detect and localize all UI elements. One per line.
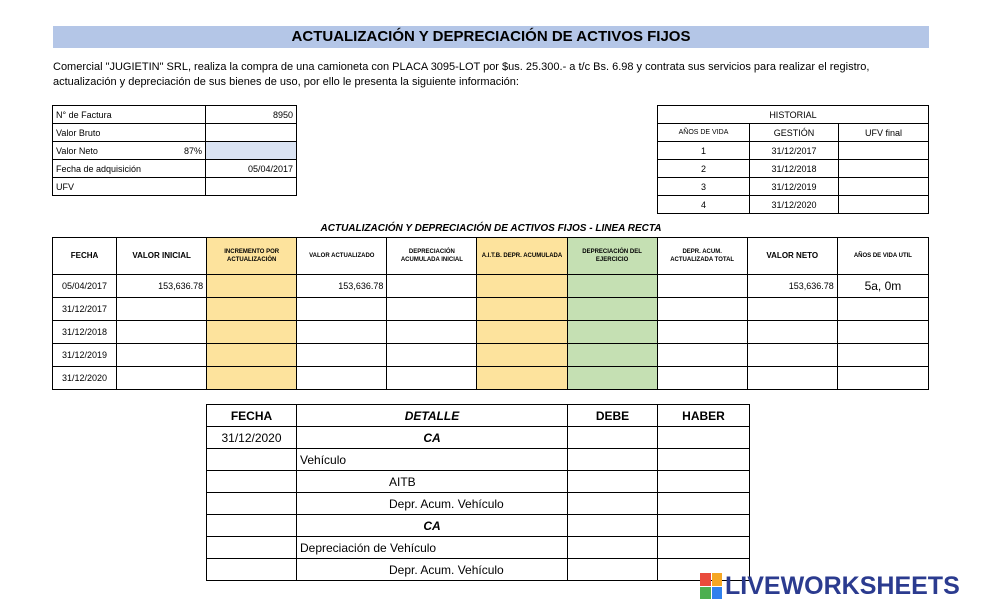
row-aitb-input[interactable] [477,275,567,298]
row-fecha: 31/12/2017 [53,298,117,321]
row-anos-vida-input[interactable] [837,367,928,390]
table-row [53,275,929,298]
row-valor-inicial-input[interactable] [117,321,207,344]
hist-year: 2 [658,160,750,178]
row-fecha: 31/12/2019 [53,344,117,367]
journal-debe-input[interactable] [568,493,658,515]
journal-haber-input[interactable] [658,427,750,449]
hist-gestion: 31/12/2018 [750,160,839,178]
row-fecha: 31/12/2018 [53,321,117,344]
hist-ufv-input[interactable] [839,178,929,196]
factura-label: N° de Factura [53,106,206,124]
journal-date-input[interactable] [207,537,297,559]
page-title: ACTUALIZACIÓN Y DEPRECIACIÓN DE ACTIVOS FIJOS [53,26,929,48]
journal-detail: Depreciación de Vehículo [297,537,568,559]
row-incremento-input[interactable] [207,275,297,298]
row-valor-inicial-input[interactable] [117,298,207,321]
ufv-label: UFV [53,178,206,196]
hist-gestion: 31/12/2019 [750,178,839,196]
row-anos-vida-input[interactable] [837,298,928,321]
journal-ca: CA [297,427,568,449]
hist-gestion: 31/12/2020 [750,196,839,214]
table-row [658,196,929,214]
table-row [53,321,929,344]
row-dep-ejercicio-input[interactable] [567,321,657,344]
depreciation-table [52,237,929,390]
row-dep-acum-inicial-input[interactable] [387,367,477,390]
main-table-title: ACTUALIZACIÓN Y DEPRECIACIÓN DE ACTIVOS FIJOS - LINEA RECTA [320,223,662,234]
journal-header-haber: HABER [658,405,750,427]
row-anos-vida-input[interactable] [837,344,928,367]
neto-label [53,142,206,160]
row-valor-neto-input[interactable] [747,344,837,367]
row-dep-acum-inicial-input[interactable] [387,298,477,321]
table-row [53,298,929,321]
header-anos-vida: AÑOS DE VIDA UTIL [837,238,928,275]
row-aitb-input[interactable] [477,298,567,321]
row-dep-acum-total-input[interactable] [657,321,747,344]
row-fecha: 31/12/2020 [53,367,117,390]
table-row [207,427,750,449]
row-dep-acum-total-input[interactable] [657,367,747,390]
factura-value: 8950 [206,106,297,124]
row-incremento-input[interactable] [207,298,297,321]
journal-header-debe: DEBE [568,405,658,427]
row-dep-acum-inicial-input[interactable] [387,344,477,367]
liveworksheets-logo [700,571,960,601]
row-fecha: 05/04/2017 [53,275,117,298]
row-dep-acum-total-input[interactable] [657,298,747,321]
table-row [658,178,929,196]
row-valor-neto-input[interactable] [747,367,837,390]
header-valor-inicial: VALOR INICIAL [117,238,207,275]
historial-table [657,105,929,214]
journal-date: 31/12/2020 [207,427,297,449]
hist-ufv-input[interactable] [839,196,929,214]
neto-input[interactable] [206,142,297,160]
journal-detail: Vehículo [297,449,568,471]
header-valor-actualizado: VALOR ACTUALIZADO [297,238,387,275]
hist-year: 4 [658,196,750,214]
row-valor-neto: 153,636.78 [747,275,837,298]
row-aitb-input[interactable] [477,321,567,344]
table-row [207,493,750,515]
row-valor-neto-input[interactable] [747,321,837,344]
fecha-value: 05/04/2017 [206,160,297,178]
table-row [207,515,750,537]
journal-header-fecha: FECHA [207,405,297,427]
header-valor-neto: VALOR NETO [747,238,837,275]
row-anos-vida: 5a, 0m [837,275,928,298]
intro-paragraph: Comercial "JUGIETIN" SRL, realiza la compra de una camioneta con PLACA 3095-LOT por $us. 25.300.- a t/c Bs. 6.98 y contrata sus servicios para realizar el registro, actualización y depreciación de sus bienes de uso, por ello le presenta la siguiente información: [53,61,870,88]
journal-date-input[interactable] [207,449,297,471]
table-row [53,367,929,390]
journal-haber-input[interactable] [658,449,750,471]
row-dep-acum-total-input[interactable] [657,275,747,298]
row-valor-actualizado-input[interactable] [297,298,387,321]
row-valor-actualizado: 153,636.78 [297,275,387,298]
journal-debe-input[interactable] [568,515,658,537]
row-dep-acum-inicial-input[interactable] [387,275,477,298]
row-aitb-input[interactable] [477,367,567,390]
journal-detail: AITB [297,471,568,493]
row-dep-acum-inicial-input[interactable] [387,321,477,344]
row-dep-ejercicio-input[interactable] [567,367,657,390]
journal-detail: Depr. Acum. Vehículo [297,493,568,515]
table-row [53,344,929,367]
table-row [658,142,929,160]
journal-debe-input[interactable] [568,427,658,449]
neto-label-text: Valor Neto [56,145,98,156]
hist-header-gestion: GESTIÓN [750,124,839,142]
journal-haber-input[interactable] [658,537,750,559]
row-valor-neto-input[interactable] [747,298,837,321]
fecha-label: Fecha de adquisición [53,160,206,178]
header-dep-ejercicio: DEPRECIACIÓN DEL EJERCICIO [567,238,657,275]
row-valor-actualizado-input[interactable] [297,344,387,367]
row-incremento-input[interactable] [207,367,297,390]
header-incremento: INCREMENTO POR ACTUALIZACIÓN [207,238,297,275]
row-dep-ejercicio-input[interactable] [567,275,657,298]
neto-pct: 87% [183,145,202,156]
row-anos-vida-input[interactable] [837,321,928,344]
row-valor-inicial-input[interactable] [117,344,207,367]
journal-ca: CA [297,515,568,537]
table-row [207,559,750,581]
hist-year: 3 [658,178,750,196]
journal-header-detalle: DETALLE [297,405,568,427]
info-table [52,105,297,196]
historial-title: HISTORIAL [658,106,929,124]
journal-date-input[interactable] [207,559,297,581]
row-dep-ejercicio-input[interactable] [567,344,657,367]
row-dep-ejercicio-input[interactable] [567,298,657,321]
row-valor-inicial: 153,636.78 [117,275,207,298]
hist-gestion: 31/12/2017 [750,142,839,160]
journal-detail: Depr. Acum. Vehículo [297,559,568,581]
journal-date-input[interactable] [207,493,297,515]
row-aitb-input[interactable] [477,344,567,367]
journal-debe-input[interactable] [568,471,658,493]
hist-header-years: AÑOS DE VIDA [658,124,750,142]
row-dep-acum-total-input[interactable] [657,344,747,367]
header-fecha: FECHA [53,238,117,275]
journal-date-input[interactable] [207,515,297,537]
logo-text: LIVEWORKSHEETS [725,571,960,600]
journal-haber-input[interactable] [658,471,750,493]
ufv-input[interactable] [206,178,297,196]
hist-ufv-input[interactable] [839,142,929,160]
hist-header-ufv: UFV final [839,124,929,142]
row-valor-actualizado-input[interactable] [297,321,387,344]
row-valor-inicial-input[interactable] [117,367,207,390]
header-aitb: A.I.T.B. DEPR. ACUMULADA [477,238,567,275]
row-incremento-input[interactable] [207,344,297,367]
row-incremento-input[interactable] [207,321,297,344]
logo-icon [700,573,722,599]
journal-haber-input[interactable] [658,515,750,537]
journal-date-input[interactable] [207,471,297,493]
row-valor-actualizado-input[interactable] [297,367,387,390]
hist-ufv-input[interactable] [839,160,929,178]
journal-table [206,404,750,581]
table-row [207,471,750,493]
header-dep-acum-inicial: DEPRECIACIÓN ACUMULADA INICIAL [387,238,477,275]
journal-debe-input[interactable] [568,537,658,559]
table-row [207,537,750,559]
header-dep-acum-total: DEPR. ACUM. ACTUALIZADA TOTAL [657,238,747,275]
hist-year: 1 [658,142,750,160]
table-row [207,449,750,471]
journal-debe-input[interactable] [568,449,658,471]
journal-debe-input[interactable] [568,559,658,581]
bruto-label: Valor Bruto [53,124,206,142]
journal-haber-input[interactable] [658,493,750,515]
bruto-input[interactable] [206,124,297,142]
table-row [658,160,929,178]
